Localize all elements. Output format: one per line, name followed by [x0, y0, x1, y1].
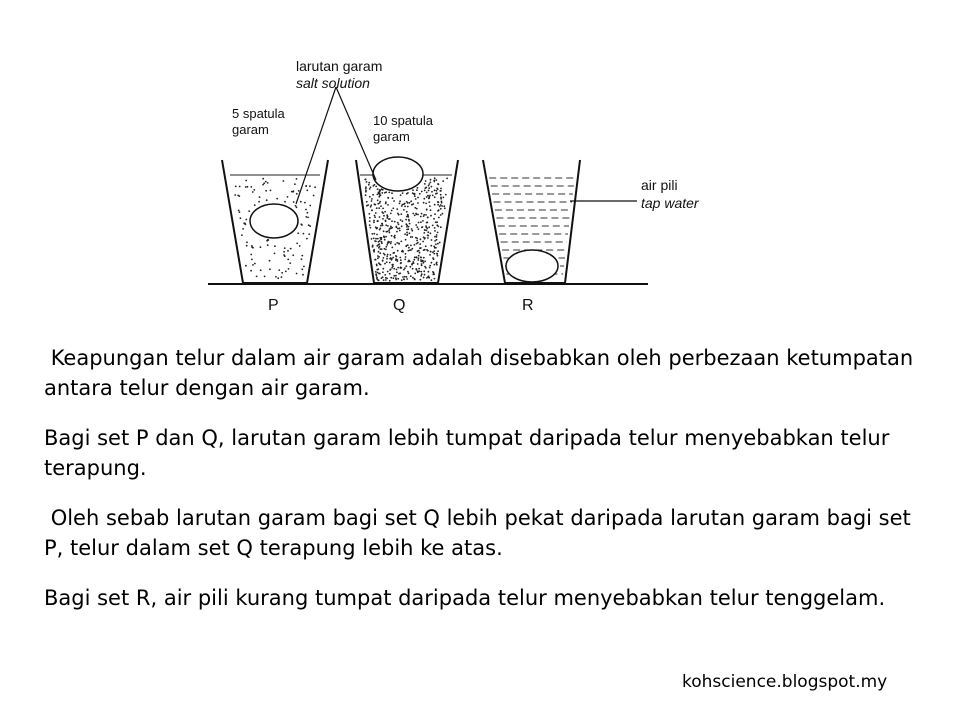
set-q-label: Q — [393, 297, 406, 314]
set-p-label: P — [268, 297, 279, 314]
set-r-label: R — [522, 297, 534, 314]
set-q-salt-amount: 10 spatula — [373, 113, 433, 128]
explanation-paragraph-2: Bagi set P dan Q, larutan garam lebih tumpat daripada telur menyebabkan telur terapung. — [44, 426, 897, 480]
explanation — [44, 343, 924, 633]
salt-solution-label: larutan garam — [296, 58, 383, 74]
beaker-q — [356, 157, 458, 283]
set-p-salt-amount: 5 spatula — [232, 106, 285, 121]
beaker-r — [483, 160, 580, 283]
egg-q — [373, 157, 423, 191]
set-q-salt-word: garam — [373, 129, 410, 144]
tap-water-label: air pili — [641, 177, 678, 193]
set-p-salt-word: garam — [232, 122, 269, 137]
source-credit: kohscience.blogspot.my — [682, 672, 888, 692]
explanation-paragraph-4: Bagi set R, air pili kurang tumpat daripada telur menyebabkan telur tenggelam. — [44, 586, 886, 610]
explanation-paragraph-1: Keapungan telur dalam air garam adalah disebabkan oleh perbezaan ketumpatan antara telur dengan air garam. — [44, 346, 920, 400]
salt-solution-label-en: salt solution — [296, 75, 370, 91]
tap-water-label-en: tap water — [641, 195, 699, 211]
beaker-p — [222, 160, 328, 283]
float-sink-diagram — [0, 0, 960, 330]
explanation-paragraph-3: Oleh sebab larutan garam bagi set Q lebih pekat daripada larutan garam bagi set P, telur dalam set Q terapung lebih ke atas. — [44, 506, 918, 560]
egg-r — [506, 250, 558, 282]
egg-p — [250, 204, 298, 238]
